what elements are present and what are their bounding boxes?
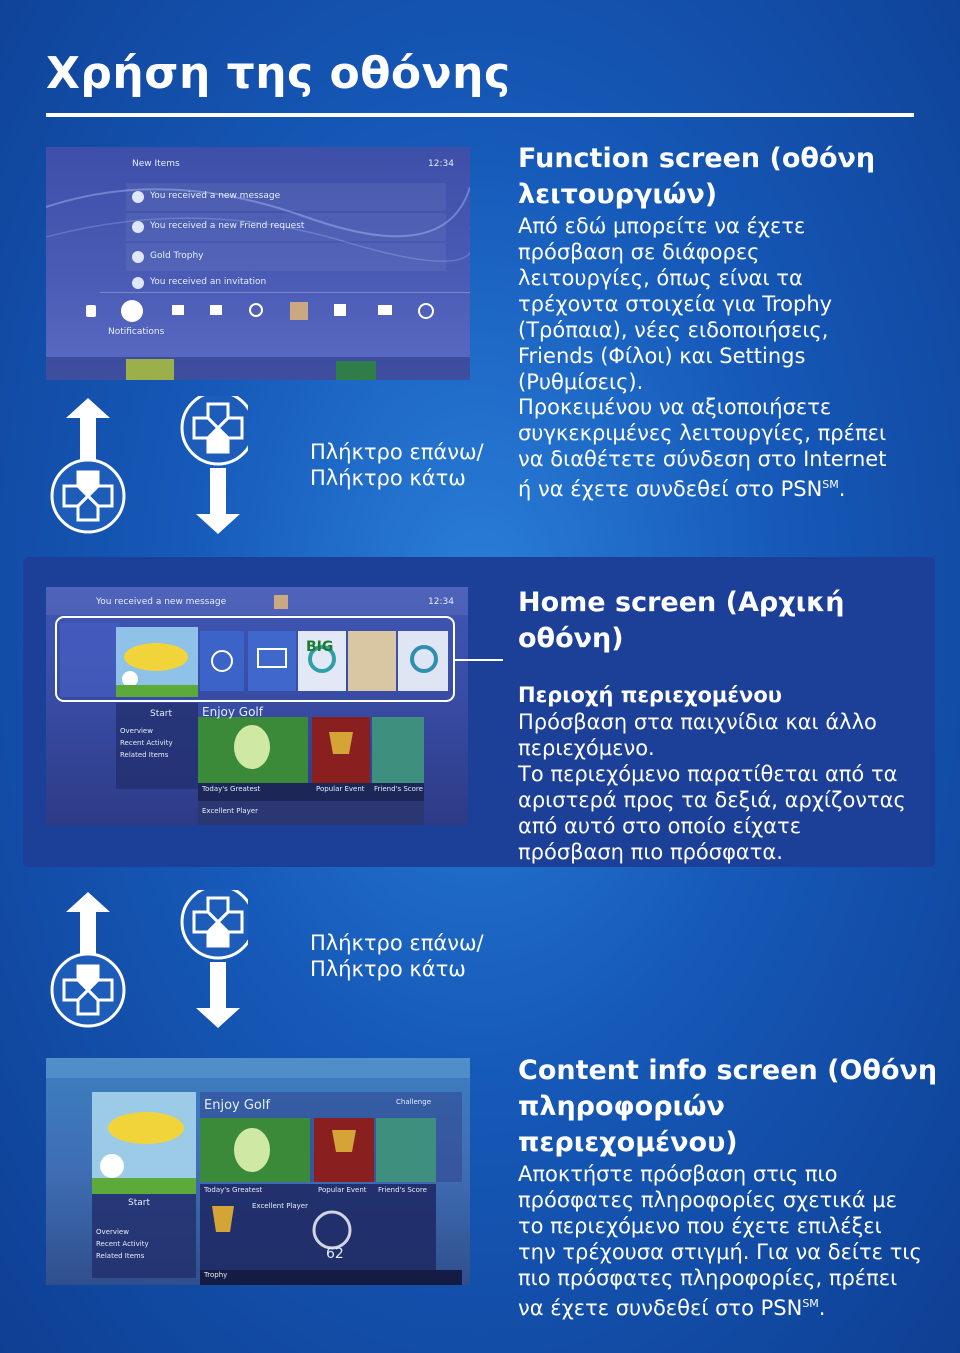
function-screen-item: You received an invitation — [150, 277, 267, 287]
content-info-tag: Challenge — [396, 1098, 431, 1106]
content-info-screen-screenshot — [46, 1058, 470, 1285]
content-info-game-title: Enjoy Golf — [204, 1098, 271, 1113]
content-info-menu-item: Recent Activity — [96, 1240, 149, 1248]
dpad-down-icon — [182, 890, 248, 958]
down-arrow-icon — [196, 962, 240, 1028]
content-info-graphics — [46, 1058, 470, 1285]
service-mark: SM — [822, 478, 839, 491]
home-screen-card-label: Today's Greatest — [202, 785, 261, 793]
content-info-menu-item: Related Items — [96, 1252, 145, 1260]
home-screen-screenshot — [46, 587, 468, 825]
content-info-description — [518, 1161, 922, 1321]
content-info-card-label: Friend's Score — [378, 1186, 427, 1194]
home-screen-menu-item: Overview — [120, 727, 153, 735]
home-screen-card-label: Excellent Player — [202, 807, 258, 815]
up-arrow-icon — [66, 892, 110, 960]
function-screen-selected-label: Notifications — [108, 327, 165, 337]
content-info-card-label: Today's Greatest — [204, 1186, 263, 1194]
dpad-up-icon — [52, 460, 124, 532]
function-screen-item: You received a new message — [150, 191, 281, 201]
function-screen-heading: Function screen (οθόνη λειτουργιών) — [518, 143, 876, 210]
function-screen-screenshot — [46, 147, 470, 380]
home-screen-description: Πρόσβαση στα παιχνίδια και άλλο περιεχόμενο. Το περιεχόμενο παρατίθεται από τα αριστερά προς τα δεξιά, αρχίζοντας από αυτό στο οποίο είχατε πρόσβαση πιο πρόσφατα. — [518, 710, 906, 864]
function-screen-description: Από εδώ μπορείτε να έχετε πρόσβαση σε διάφορες λειτουργίες, όπως είναι τα τρέχοντα στοιχεία για Trophy (Τρόπαια), νέες ειδοποιήσεις, Friends (Φίλοι) και Settings (Ρυθμίσεις). — [518, 214, 833, 394]
function-screen-graphics — [46, 147, 470, 380]
up-arrow-icon — [66, 398, 110, 466]
content-info-menu-item: Overview — [96, 1228, 129, 1236]
key-label: Πλήκτρο επάνω/ Πλήκτρο κάτω — [310, 440, 484, 490]
home-screen-heading: Home screen (Αρχική οθόνη) — [518, 587, 845, 654]
content-info-card-label: Popular Event — [318, 1186, 367, 1194]
content-info-description-text: Αποκτήστε πρόσβαση στις πιο πρόσφατες πληροφορίες σχετικά με το περιεχόμενο που έχετε επιλέξει την τρέχουσα στιγμή. Για να δείτε τις πιο πρόσφατες πληροφορίες, πρέπει να έχετε συνδεθεί στο PSN — [518, 1162, 922, 1320]
function-screen-item: Gold Trophy — [150, 251, 204, 261]
home-screen-tile-text: BIG — [306, 639, 334, 655]
content-info-heading: Content info screen (Οθόνη πληροφοριών περιεχομένου) — [518, 1055, 938, 1158]
home-screen-menu-item: Start — [150, 709, 172, 719]
dpad-up-icon — [52, 954, 124, 1026]
function-screen-note — [518, 394, 886, 502]
home-screen-menu-item: Related Items — [120, 751, 169, 759]
page-title: Χρήση της οθόνης — [46, 48, 511, 99]
up-down-navigation-graphic — [48, 890, 248, 1030]
content-info-menu-item: Start — [128, 1198, 150, 1208]
title-rule — [46, 113, 914, 117]
function-screen-note-text: Προκειμένου να αξιοποιήσετε συγκεκριμένες λειτουργίες, πρέπει να διαθέτετε σύνδεση στο Internet ή να έχετε συνδεθεί στο PSN — [518, 395, 887, 501]
up-down-navigation-graphic — [48, 396, 248, 536]
content-info-description-end: . — [818, 1296, 826, 1320]
home-screen-menu-item: Recent Activity — [120, 739, 173, 747]
home-screen-notice: You received a new message — [96, 597, 227, 607]
content-area-connector — [455, 659, 503, 661]
home-screen-clock: 12:34 — [428, 597, 454, 607]
key-label: Πλήκτρο επάνω/ Πλήκτρο κάτω — [310, 931, 484, 981]
function-screen-clock: 12:34 — [428, 159, 454, 169]
home-screen-game-title: Enjoy Golf — [202, 705, 263, 719]
function-screen-header: New Items — [132, 159, 180, 169]
function-screen-note-end: . — [838, 477, 846, 501]
dpad-down-icon — [182, 396, 248, 464]
function-screen-item: You received a new Friend request — [150, 221, 305, 231]
down-arrow-icon — [196, 468, 240, 534]
content-info-score: 62 — [326, 1246, 344, 1262]
content-info-footer: Trophy — [204, 1271, 228, 1279]
home-screen-card-label: Popular Event — [316, 785, 365, 793]
content-area-subheading: Περιοχή περιεχομένου — [518, 683, 782, 707]
home-screen-card-label: Friend's Score — [374, 785, 423, 793]
content-info-card-label: Excellent Player — [252, 1202, 308, 1210]
service-mark: SM — [802, 1297, 819, 1310]
